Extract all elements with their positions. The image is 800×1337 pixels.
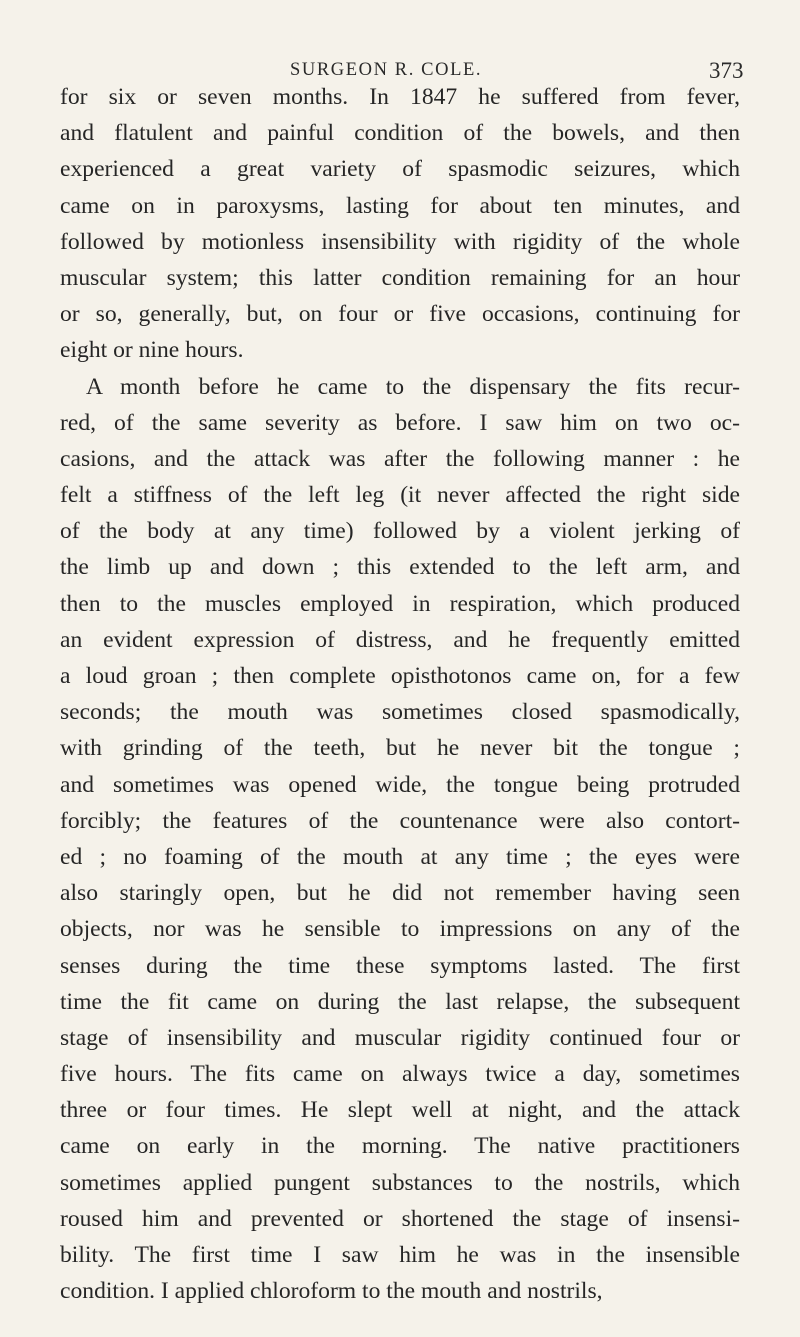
text-line: casions, and the attack was after the following manner : he: [60, 445, 740, 472]
body-text: [60, 79, 740, 1309]
running-title: SURGEON R. COLE.: [290, 60, 483, 80]
text-line: the limb up and down ; this extended to the left arm, and: [60, 554, 740, 581]
text-line: forcibly; the features of the countenance were also contort-: [60, 807, 740, 834]
text-line: muscular system; this latter condition remaining for an hour: [60, 264, 740, 291]
text-line: bility. The first time I saw him he was in the insensible: [60, 1242, 740, 1268]
text-line: A month before he came to the dispensary the fits recur-: [86, 373, 740, 400]
text-line: ed ; no foaming of the mouth at any time ; the eyes were: [60, 843, 740, 870]
text-line: red, of the same severity as before. I saw him on two oc-: [60, 409, 740, 436]
text-line: senses during the time these symptoms lasted. The first: [60, 952, 740, 979]
text-line: for six or seven months. In 1847 he suffered from fever,: [60, 84, 740, 110]
text-line: objects, nor was he sensible to impressions on any of the: [60, 916, 740, 943]
paragraph-2: [60, 369, 740, 1310]
text-line: sometimes applied pungent substances to the nostrils, which: [60, 1169, 740, 1196]
text-line: stage of insensibility and muscular rigidity continued four or: [60, 1024, 740, 1051]
text-line: with grinding of the teeth, but he never bit the tongue ;: [60, 735, 740, 762]
page-number: 373: [709, 58, 744, 83]
text-line: a loud groan ; then complete opisthotonos came on, for a few: [60, 663, 740, 689]
text-line: roused him and prevented or shortened the stage of insensi-: [60, 1205, 740, 1232]
text-line: and sometimes was opened wide, the tongue being protruded: [60, 771, 740, 798]
text-line: eight or nine hours.: [60, 337, 244, 364]
text-line: seconds; the mouth was sometimes closed spasmodically,: [60, 699, 740, 726]
text-line: came on in paroxysms, lasting for about ten minutes, and: [60, 192, 740, 219]
text-line: of the body at any time) followed by a violent jerking of: [60, 518, 740, 545]
text-line: experienced a great variety of spasmodic seizures, which: [60, 156, 740, 183]
text-line: or so, generally, but, on four or five occasions, continuing for: [60, 301, 740, 328]
text-line: also staringly open, but he did not remember having seen: [60, 880, 740, 907]
text-line: time the fit came on during the last relapse, the subsequent: [60, 988, 740, 1015]
text-line: followed by motionless insensibility with rigidity of the whole: [60, 228, 740, 255]
text-line: an evident expression of distress, and he frequently emitted: [60, 626, 740, 653]
text-line: five hours. The fits came on always twice a day, sometimes: [60, 1061, 740, 1088]
text-line: three or four times. He slept well at night, and the attack: [60, 1097, 740, 1124]
text-line: then to the muscles employed in respiration, which produced: [60, 590, 740, 617]
text-line: felt a stiffness of the left leg (it never affected the right side: [60, 482, 740, 509]
text-line: came on early in the morning. The native practitioners: [60, 1133, 740, 1160]
text-line: condition. I applied chloroform to the mouth and nostrils,: [60, 1278, 603, 1305]
text-line: and flatulent and painful condition of the bowels, and then: [60, 120, 740, 147]
paragraph-1: [60, 79, 740, 369]
